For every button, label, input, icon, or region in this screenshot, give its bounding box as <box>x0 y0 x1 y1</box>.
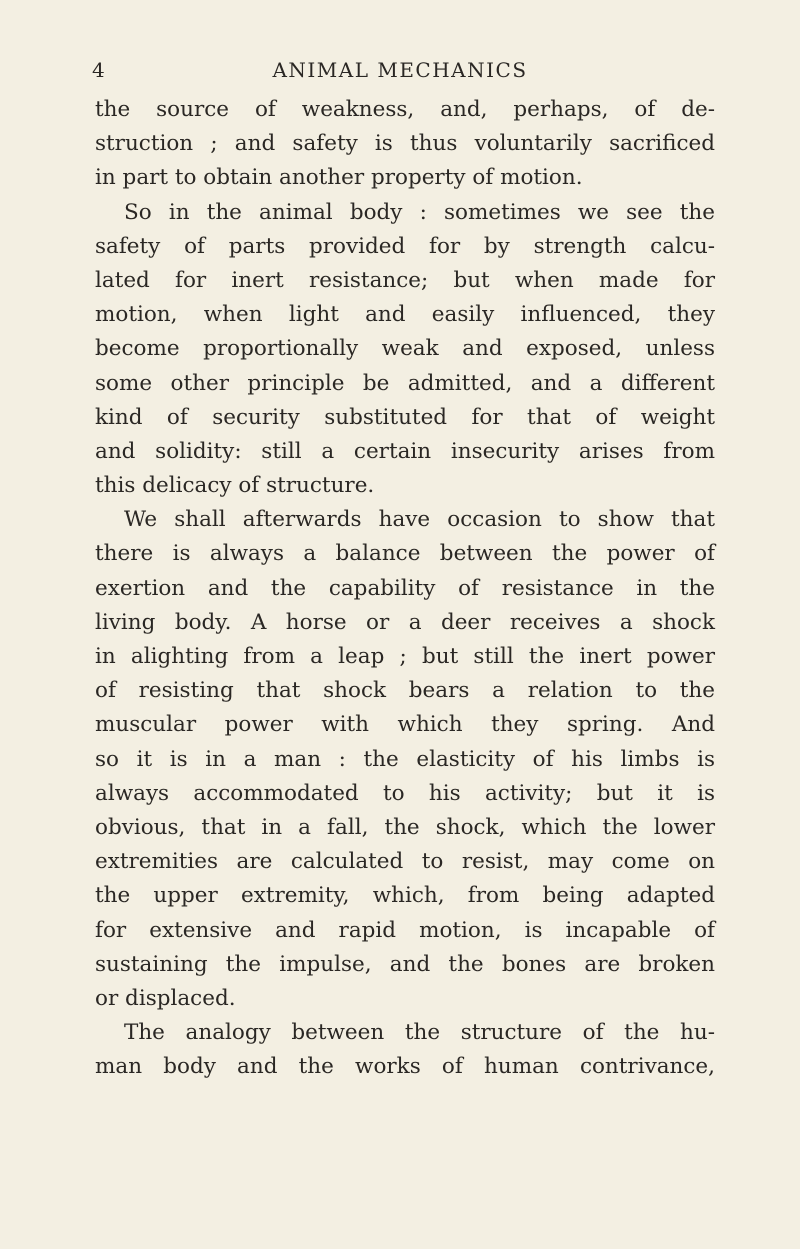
text-line: obvious, that in a fall, the shock, which the lower <box>95 814 715 840</box>
text-line: man body and the works of human contrivance, <box>95 1054 715 1080</box>
running-title: ANIMAL MECHANICS <box>272 58 528 82</box>
text-line: living body. A horse or a deer receives a shock <box>95 609 715 635</box>
text-line: So in the animal body : sometimes we see the <box>124 199 715 225</box>
text-line: sustaining the impulse, and the bones are broken <box>95 951 715 977</box>
text-line: in alighting from a leap ; but still the inert power <box>95 644 715 669</box>
page-number: 4 <box>92 58 106 82</box>
text-line: exertion and the capability of resistance in the <box>95 575 715 601</box>
text-line: of resisting that shock bears a relation to the <box>95 678 715 704</box>
text-line: so it is in a man : the elasticity of his limbs is <box>95 746 715 772</box>
text-line: lated for inert resistance; but when made for <box>95 267 715 293</box>
text-line: the upper extremity, which, from being adapted <box>95 883 715 909</box>
text-line: there is always a balance between the power of <box>95 541 715 567</box>
text-line: for extensive and rapid motion, is incapable of <box>95 917 715 943</box>
text-line: extremities are calculated to resist, may come on <box>95 849 715 875</box>
text-line: The analogy between the structure of the hu- <box>124 1020 715 1046</box>
text-line: this delicacy of structure. <box>95 473 375 499</box>
text-line: always accommodated to his activity; but it is <box>95 780 715 806</box>
text-line: some other principle be admitted, and a different <box>95 370 715 396</box>
text-line: become proportionally weak and exposed, unless <box>95 336 715 362</box>
text-line: the source of weakness, and, perhaps, of de- <box>95 97 715 122</box>
text-line: and solidity: still a certain insecurity arises from <box>95 438 715 464</box>
text-line: We shall afterwards have occasion to show that <box>124 507 715 533</box>
text-line: in part to obtain another property of motion. <box>95 165 583 191</box>
text-line: safety of parts provided for by strength calcu- <box>95 233 715 259</box>
text-line: struction ; and safety is thus voluntarily sacrificed <box>95 131 715 157</box>
page-header <box>0 58 800 88</box>
text-line: kind of security substituted for that of weight <box>95 404 715 430</box>
body-text <box>95 93 715 1084</box>
text-line: motion, when light and easily influenced, they <box>95 302 715 328</box>
text-line: or displaced. <box>95 985 236 1011</box>
text-line: muscular power with which they spring. And <box>95 712 715 738</box>
